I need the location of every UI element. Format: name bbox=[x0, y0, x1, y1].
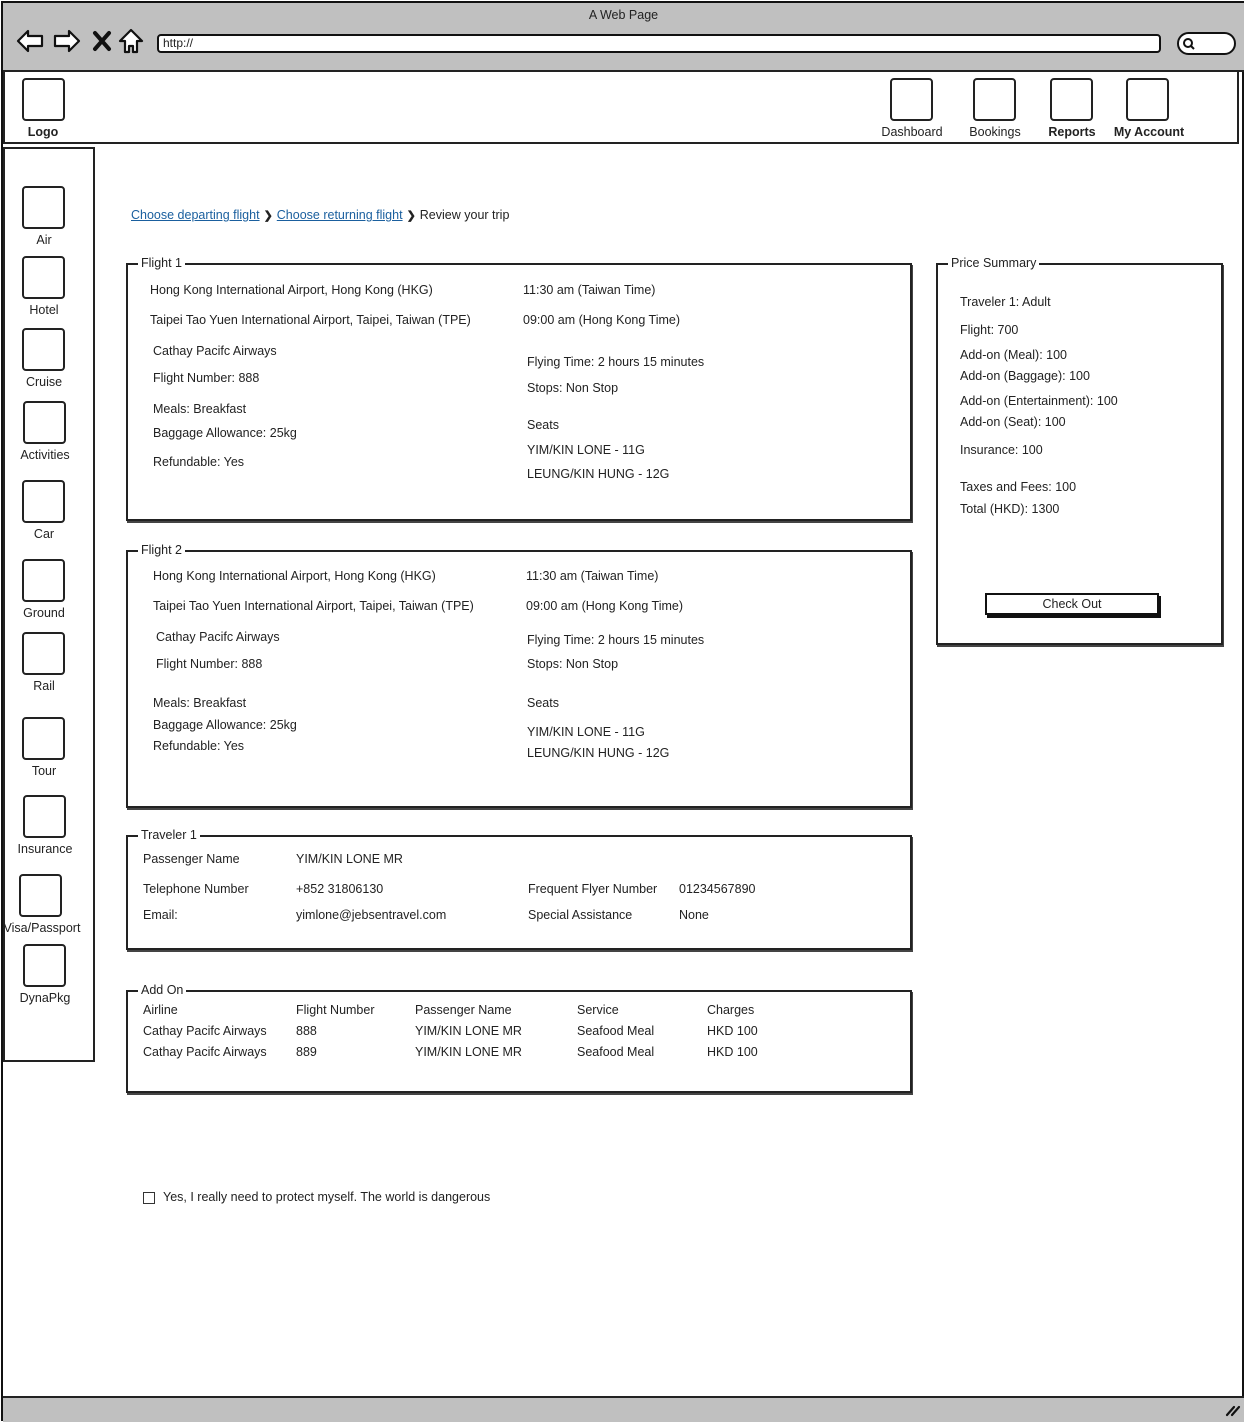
chevron-right-icon: ❯ bbox=[263, 210, 273, 222]
hotel-icon[interactable] bbox=[22, 256, 65, 299]
breadcrumb bbox=[131, 208, 509, 222]
nav-reports-label[interactable]: Reports bbox=[1048, 125, 1096, 139]
table-cell: HKD 100 bbox=[707, 1045, 758, 1059]
flight-1-panel bbox=[126, 256, 912, 521]
price-taxes: Taxes and Fees: 100 bbox=[960, 480, 1077, 494]
status-bar bbox=[3, 1396, 1244, 1422]
nav-my-account-label[interactable]: My Account bbox=[1113, 125, 1185, 139]
table-cell: Cathay Pacifc Airways bbox=[143, 1024, 267, 1038]
sidebar-item-label[interactable]: Visa/Passport bbox=[3, 921, 81, 935]
passenger-name-label: Passenger Name bbox=[143, 852, 240, 866]
insurance-icon[interactable] bbox=[23, 795, 66, 838]
flight-time-1: 11:30 am (Taiwan Time) bbox=[523, 283, 656, 297]
panel-title: Flight 1 bbox=[138, 256, 185, 270]
panel-title: Price Summary bbox=[948, 256, 1039, 270]
price-addon-entertainment: Add-on (Entertainment): 100 bbox=[960, 394, 1118, 408]
flight-2-panel bbox=[126, 543, 912, 808]
column-header: Passenger Name bbox=[415, 1003, 512, 1017]
home-icon[interactable] bbox=[117, 27, 145, 55]
nav-my-account-icon[interactable] bbox=[1126, 78, 1169, 121]
table-cell: Cathay Pacifc Airways bbox=[143, 1045, 267, 1059]
nav-dashboard-label[interactable]: Dashboard bbox=[881, 125, 943, 139]
flight-meals: Meals: Breakfast bbox=[153, 696, 247, 710]
panel-title: Traveler 1 bbox=[138, 828, 200, 842]
ground-icon[interactable] bbox=[22, 559, 65, 602]
flight-refundable: Refundable: Yes bbox=[153, 739, 245, 753]
table-cell: YIM/KIN LONE MR bbox=[415, 1045, 522, 1059]
back-arrow-icon[interactable] bbox=[16, 27, 44, 55]
flight-destination: Taipei Tao Yuen International Airport, Taipei, Taiwan (TPE) bbox=[150, 313, 471, 327]
price-insurance: Insurance: 100 bbox=[960, 443, 1043, 457]
special-assistance-label: Special Assistance bbox=[528, 908, 633, 922]
chevron-right-icon: ❯ bbox=[406, 210, 416, 222]
resize-grip-icon[interactable] bbox=[1225, 1403, 1241, 1417]
visa-passport-icon[interactable] bbox=[19, 874, 62, 917]
flight-destination: Taipei Tao Yuen International Airport, Taipei, Taiwan (TPE) bbox=[153, 599, 474, 613]
flight-seat: YIM/KIN LONE - 11G bbox=[527, 443, 645, 457]
sidebar-item-label[interactable]: Tour bbox=[31, 764, 57, 778]
table-cell: YIM/KIN LONE MR bbox=[415, 1024, 522, 1038]
flight-seat: LEUNG/KIN HUNG - 12G bbox=[527, 467, 670, 481]
price-total: Total (HKD): 1300 bbox=[960, 502, 1060, 516]
panel-title: Add On bbox=[138, 983, 186, 997]
logo-image[interactable] bbox=[22, 78, 65, 121]
flight-time-1: 11:30 am (Taiwan Time) bbox=[526, 569, 659, 583]
nav-dashboard-icon[interactable] bbox=[890, 78, 933, 121]
flight-flying-time: Flying Time: 2 hours 15 minutes bbox=[527, 355, 705, 369]
frequent-flyer-label: Frequent Flyer Number bbox=[528, 882, 658, 896]
air-icon[interactable] bbox=[22, 186, 65, 229]
table-cell: Seafood Meal bbox=[577, 1024, 655, 1038]
rail-icon[interactable] bbox=[22, 632, 65, 675]
email-label: Email: bbox=[143, 908, 178, 922]
flight-baggage: Baggage Allowance: 25kg bbox=[153, 426, 297, 440]
check-out-button[interactable]: Check Out bbox=[985, 593, 1159, 615]
nav-bookings-icon[interactable] bbox=[973, 78, 1016, 121]
url-input[interactable]: http:// bbox=[157, 34, 1161, 53]
table-cell: 888 bbox=[296, 1024, 317, 1038]
close-x-icon[interactable] bbox=[91, 27, 113, 55]
sidebar-item-label[interactable]: Car bbox=[33, 527, 55, 541]
telephone-label: Telephone Number bbox=[143, 882, 249, 896]
special-assistance-value: None bbox=[679, 908, 709, 922]
addon-panel bbox=[126, 983, 912, 1093]
nav-bookings-label[interactable]: Bookings bbox=[969, 125, 1021, 139]
flight-refundable: Refundable: Yes bbox=[153, 455, 245, 469]
flight-airline: Cathay Pacifc Airways bbox=[156, 630, 280, 644]
price-traveler: Traveler 1: Adult bbox=[960, 295, 1051, 309]
price-addon-seat: Add-on (Seat): 100 bbox=[960, 415, 1066, 429]
flight-flying-time: Flying Time: 2 hours 15 minutes bbox=[527, 633, 705, 647]
flight-baggage: Baggage Allowance: 25kg bbox=[153, 718, 297, 732]
sidebar-item-label[interactable]: Insurance bbox=[17, 842, 73, 856]
tour-icon[interactable] bbox=[22, 717, 65, 760]
sidebar-item-label[interactable]: Ground bbox=[23, 606, 65, 620]
flight-stops: Stops: Non Stop bbox=[527, 657, 619, 671]
flight-seat: LEUNG/KIN HUNG - 12G bbox=[527, 746, 670, 760]
activities-icon[interactable] bbox=[23, 401, 66, 444]
frequent-flyer-value: 01234567890 bbox=[679, 882, 756, 896]
forward-arrow-icon[interactable] bbox=[53, 27, 81, 55]
telephone-value: +852 31806130 bbox=[296, 882, 384, 896]
sidebar-item-label[interactable]: Cruise bbox=[25, 375, 63, 389]
table-cell: 889 bbox=[296, 1045, 317, 1059]
flight-number: Flight Number: 888 bbox=[153, 371, 260, 385]
sidebar-item-label[interactable]: DynaPkg bbox=[19, 991, 71, 1005]
price-flight: Flight: 700 bbox=[960, 323, 1019, 337]
price-addon-meal: Add-on (Meal): 100 bbox=[960, 348, 1068, 362]
nav-reports-icon[interactable] bbox=[1050, 78, 1093, 121]
insurance-checkbox[interactable] bbox=[143, 1192, 155, 1204]
column-header: Charges bbox=[707, 1003, 755, 1017]
table-cell: Seafood Meal bbox=[577, 1045, 655, 1059]
sidebar-item-label[interactable]: Hotel bbox=[29, 303, 59, 317]
flight-origin: Hong Kong International Airport, Hong Kong (HKG) bbox=[153, 569, 436, 583]
breadcrumb-current: Review your trip bbox=[419, 208, 510, 222]
browser-chrome bbox=[3, 3, 1244, 72]
flight-seat: YIM/KIN LONE - 11G bbox=[527, 725, 645, 739]
flight-time-2: 09:00 am (Hong Kong Time) bbox=[523, 313, 681, 327]
sidebar-item-label[interactable]: Activities bbox=[20, 448, 70, 462]
flight-number: Flight Number: 888 bbox=[156, 657, 263, 671]
table-cell: HKD 100 bbox=[707, 1024, 758, 1038]
cruise-icon[interactable] bbox=[22, 328, 65, 371]
flight-meals: Meals: Breakfast bbox=[153, 402, 247, 416]
breadcrumb-choose-departing[interactable]: Choose departing flight bbox=[131, 208, 260, 222]
email-value: yimlone@jebsentravel.com bbox=[296, 908, 447, 922]
insurance-checkbox-label[interactable]: Yes, I really need to protect myself. The world is dangerous bbox=[163, 1190, 491, 1204]
logo-label: Logo bbox=[27, 125, 59, 139]
flight-origin: Hong Kong International Airport, Hong Kong (HKG) bbox=[150, 283, 433, 297]
flight-seats-label: Seats bbox=[527, 696, 559, 710]
price-addon-baggage: Add-on (Baggage): 100 bbox=[960, 369, 1090, 383]
column-header: Airline bbox=[143, 1003, 178, 1017]
passenger-name-value: YIM/KIN LONE MR bbox=[296, 852, 403, 866]
flight-time-2: 09:00 am (Hong Kong Time) bbox=[526, 599, 684, 613]
car-icon[interactable] bbox=[22, 480, 65, 523]
flight-airline: Cathay Pacifc Airways bbox=[153, 344, 277, 358]
breadcrumb-choose-returning[interactable]: Choose returning flight bbox=[276, 208, 403, 222]
flight-stops: Stops: Non Stop bbox=[527, 381, 619, 395]
column-header: Flight Number bbox=[296, 1003, 375, 1017]
panel-title: Flight 2 bbox=[138, 543, 185, 557]
search-icon bbox=[1182, 37, 1196, 51]
column-header: Service bbox=[577, 1003, 619, 1017]
sidebar-item-label[interactable]: Air bbox=[36, 233, 52, 247]
flight-seats-label: Seats bbox=[527, 418, 559, 432]
search-field[interactable] bbox=[1177, 32, 1236, 55]
dynapkg-icon[interactable] bbox=[23, 944, 66, 987]
window-title: A Web Page bbox=[588, 8, 659, 22]
sidebar-item-label[interactable]: Rail bbox=[33, 679, 55, 693]
